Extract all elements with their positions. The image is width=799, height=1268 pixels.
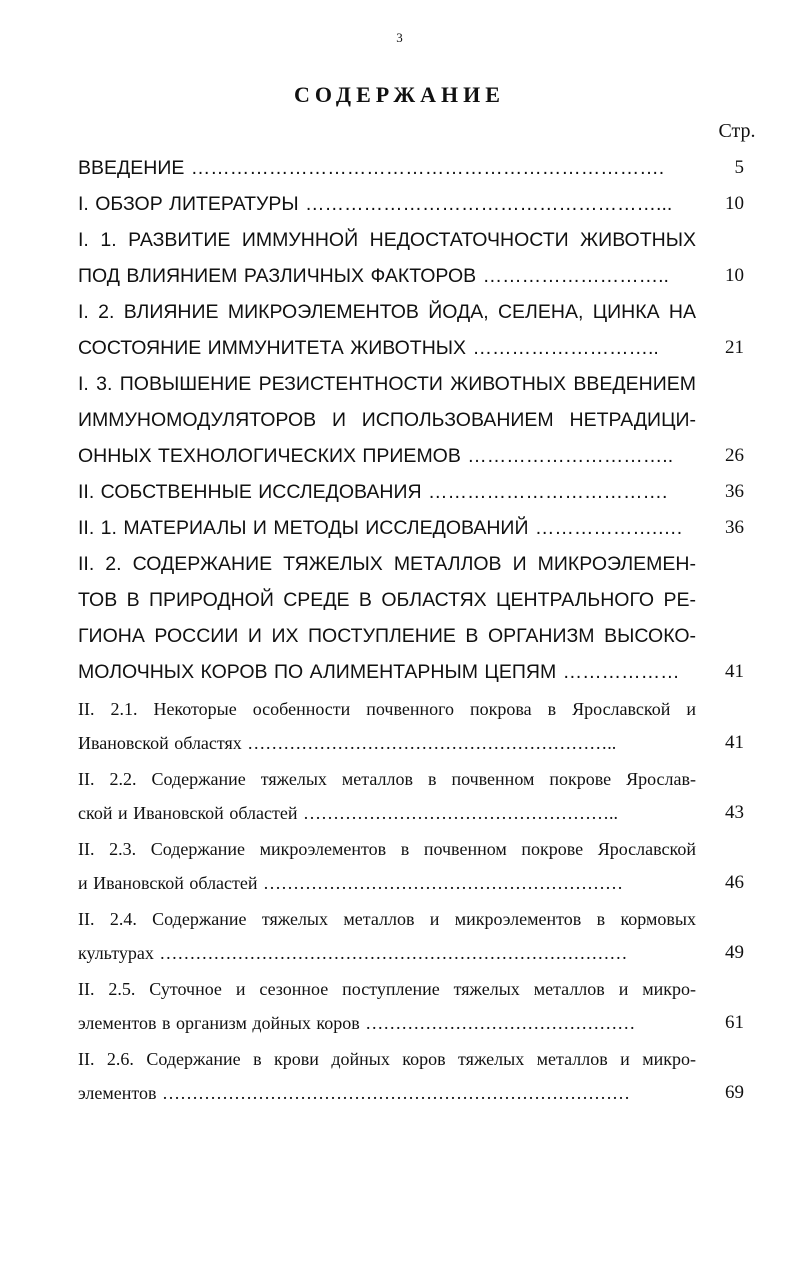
- toc-entry-line: Ивановской областях ……………………………………………………..: [78, 733, 617, 753]
- toc-entry-page: 46: [725, 872, 744, 893]
- toc-entry-line: II. СОБСТВЕННЫЕ ИССЛЕДОВАНИЯ ……………………………….: [78, 481, 668, 503]
- toc-entry-line: I. 2. ВЛИЯНИЕ МИКРОЭЛЕМЕНТОВ ЙОДА, СЕЛЕНА, ЦИНКА НА: [78, 301, 696, 323]
- toc-entry[interactable]: [78, 366, 744, 474]
- toc-entry-page: 10: [725, 193, 744, 214]
- toc-entry[interactable]: [78, 222, 744, 294]
- toc-entry-line: ской и Ивановской областей ……………………………………………..: [78, 803, 618, 823]
- toc-entry-line: I. ОБЗОР ЛИТЕРАТУРЫ ………………………………………………...: [78, 193, 673, 215]
- toc-entry[interactable]: [78, 832, 744, 900]
- toc-entry-page: 26: [725, 445, 744, 466]
- toc-entry-line: II. 2.1. Некоторые особенности почвенного покрова в Ярославской и: [78, 699, 696, 719]
- toc-entry-line: II. 2.5. Суточное и сезонное поступление тяжелых металлов и микро-: [78, 979, 696, 999]
- toc-entry-line: ГИОНА РОССИИ И ИХ ПОСТУПЛЕНИЕ В ОРГАНИЗМ ВЫСОКО-: [78, 625, 696, 647]
- page-title: СОДЕРЖАНИЕ: [294, 82, 505, 107]
- toc-entry-line: II. 1. МАТЕРИАЛЫ И МЕТОДЫ ИССЛЕДОВАНИЙ ……………….….: [78, 517, 683, 539]
- toc-entry-line: I. 1. РАЗВИТИЕ ИММУННОЙ НЕДОСТАТОЧНОСТИ ЖИВОТНЫХ: [78, 229, 696, 251]
- toc-entry[interactable]: [78, 294, 744, 366]
- toc-entry-line: I. 3. ПОВЫШЕНИЕ РЕЗИСТЕНТНОСТИ ЖИВОТНЫХ ВВЕДЕНИЕМ: [78, 373, 696, 395]
- toc-entry-page: 61: [725, 1012, 744, 1033]
- toc-entry[interactable]: [78, 1042, 744, 1110]
- table-of-contents: [78, 150, 744, 1110]
- toc-entry-line: СОСТОЯНИЕ ИММУНИТЕТА ЖИВОТНЫХ ………………………..: [78, 337, 659, 359]
- toc-entry-line: ВВЕДЕНИЕ ……………………………………………………………….: [78, 157, 665, 179]
- toc-entry-page: 41: [725, 661, 744, 682]
- toc-entry-line: культурах ……………………………………………………………………: [78, 943, 628, 963]
- toc-entry-page: 36: [725, 481, 744, 502]
- toc-entry-page: 49: [725, 942, 744, 963]
- toc-entry[interactable]: [78, 150, 744, 186]
- toc-entry-line: ОННЫХ ТЕХНОЛОГИЧЕСКИХ ПРИЕМОВ …………………………..: [78, 445, 674, 467]
- toc-entry[interactable]: [78, 546, 744, 690]
- toc-entry[interactable]: [78, 692, 744, 760]
- toc-entry-line: и Ивановской областей ……………………………………………………: [78, 873, 624, 893]
- toc-entry-line: элементов ……………………………………………………………………: [78, 1083, 631, 1103]
- toc-entry[interactable]: [78, 510, 744, 546]
- toc-entry-line: МОЛОЧНЫХ КОРОВ ПО АЛИМЕНТАРНЫМ ЦЕПЯМ ………………: [78, 661, 680, 683]
- toc-entry-line: ИММУНОМОДУЛЯТОРОВ И ИСПОЛЬЗОВАНИЕМ НЕТРАДИЦИ-: [78, 409, 696, 431]
- page-number: 3: [396, 30, 403, 45]
- toc-entry-page: 43: [725, 802, 744, 823]
- toc-entry-line: II. 2.4. Содержание тяжелых металлов и микроэлементов в кормовых: [78, 909, 696, 929]
- toc-entry[interactable]: [78, 762, 744, 830]
- toc-entry-page: 41: [725, 732, 744, 753]
- toc-entry-line: ПОД ВЛИЯНИЕМ РАЗЛИЧНЫХ ФАКТОРОВ ………………………..: [78, 265, 669, 287]
- toc-entry-page: 5: [734, 157, 744, 178]
- toc-entry-line: II. 2.3. Содержание микроэлементов в почвенном покрове Ярославской: [78, 839, 696, 859]
- toc-entry-line: II. 2.6. Содержание в крови дойных коров тяжелых металлов и микро-: [78, 1049, 696, 1069]
- toc-entry-line: элементов в организм дойных коров ………………………………………: [78, 1013, 636, 1033]
- toc-entry-page: 10: [725, 265, 744, 286]
- toc-entry-page: 21: [725, 337, 744, 358]
- toc-entry[interactable]: [78, 972, 744, 1040]
- toc-entry[interactable]: [78, 474, 744, 510]
- toc-entry[interactable]: [78, 186, 744, 222]
- toc-entry-line: II. 2.2. Содержание тяжелых металлов в почвенном покрове Ярослав-: [78, 769, 696, 789]
- toc-entry[interactable]: [78, 902, 744, 970]
- toc-entry-line: II. 2. СОДЕРЖАНИЕ ТЯЖЕЛЫХ МЕТАЛЛОВ И МИКРОЭЛЕМЕН-: [78, 553, 696, 575]
- toc-entry-line: ТОВ В ПРИРОДНОЙ СРЕДЕ В ОБЛАСТЯХ ЦЕНТРАЛЬНОГО РЕ-: [78, 589, 696, 611]
- page-column-label: Стр.: [718, 120, 756, 142]
- toc-entry-page: 36: [725, 517, 744, 538]
- toc-entry-page: 69: [725, 1082, 744, 1103]
